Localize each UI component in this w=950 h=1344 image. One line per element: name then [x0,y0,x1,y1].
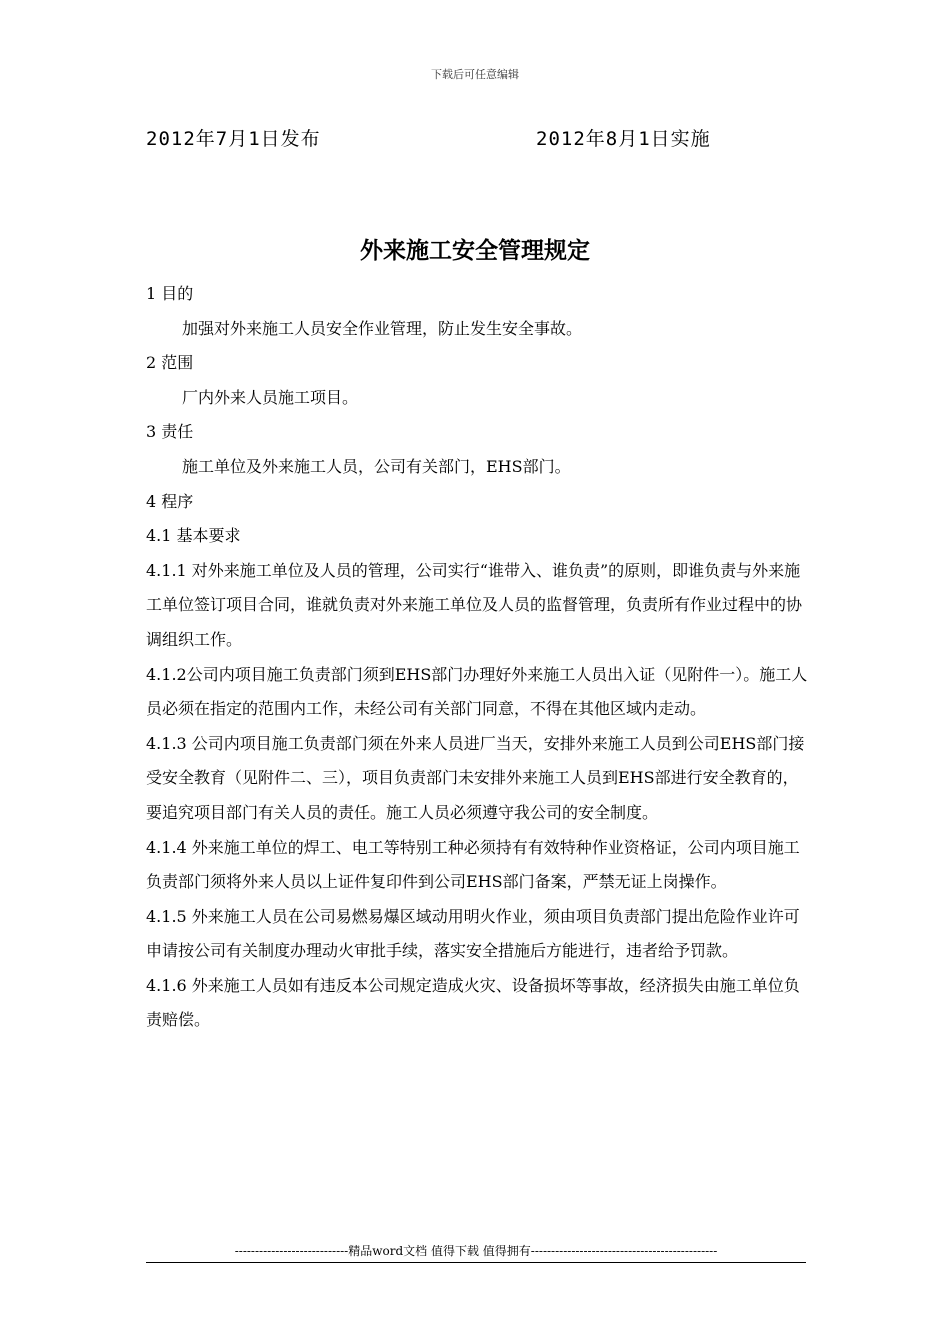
publish-date: 2012年7月1日发布 [146,128,321,150]
paragraph: 4.1.6 外来施工人员如有违反本公司规定造成火灾、设备损坏等事故，经济损失由施工单位负责赔偿。 [146,975,800,1030]
footer-rule [146,1262,806,1263]
paragraph: 4.1.4 外来施工单位的焊工、电工等特别工种必须持有有效特种作业资格证，公司内项目施工负责部门须将外来人员以上证件复印件到公司EHS部门备案，严禁无证上岗操作。 [146,837,800,892]
document-title: 外来施工安全管理规定 [360,238,590,264]
paragraph: 4.1 基本要求 [146,526,241,546]
paragraph: 4.1.1 对外来施工单位及人员的管理，公司实行“谁带入、谁负责”的原则，即谁负责与外来施工单位签订项目合同，谁就负责对外来施工单位及人员的监督管理，负责所有作业过程中的协调组织工作。 [146,560,803,649]
paragraph: 施工单位及外来施工人员，公司有关部门，EHS部门。 [182,456,571,476]
document-body [146,277,810,1038]
paragraph: 2 范围 [146,353,194,373]
paragraph: 4 程序 [146,491,194,511]
footer-text: ----------------------------精品word文档 值得下载 值得拥有---------------------------------------------- [234,1244,718,1258]
date-line [146,124,846,154]
paragraph: 4.1.5 外来施工人员在公司易燃易爆区域动用明火作业，须由项目负责部门提出危险作业许可申请按公司有关制度办理动火审批手续，落实安全措施后方能进行，违者给予罚款。 [146,906,800,961]
header-note: 下载后可任意编辑 [431,68,519,81]
paragraph: 4.1.2公司内项目施工负责部门须到EHS部门办理好外来施工人员出入证（见附件一）。施工人员必须在指定的范围内工作，未经公司有关部门同意，不得在其他区域内走动。 [146,664,808,719]
paragraph: 3 责任 [146,422,194,442]
paragraph: 厂内外来人员施工项目。 [182,387,359,407]
paragraph: 4.1.3 公司内项目施工负责部门须在外来人员进厂当天，安排外来施工人员到公司EHS部门接受安全教育（见附件二、三），项目负责部门未安排外来施工人员到EHS部进行安全教育的，要追究项目部门有关人员的责任。施工人员必须遵守我公司的安全制度。 [146,733,805,822]
paragraph: 加强对外来施工人员安全作业管理，防止发生安全事故。 [182,318,583,338]
paragraph: 1 目的 [146,284,194,303]
effective-date: 2012年8月1日实施 [536,128,711,150]
